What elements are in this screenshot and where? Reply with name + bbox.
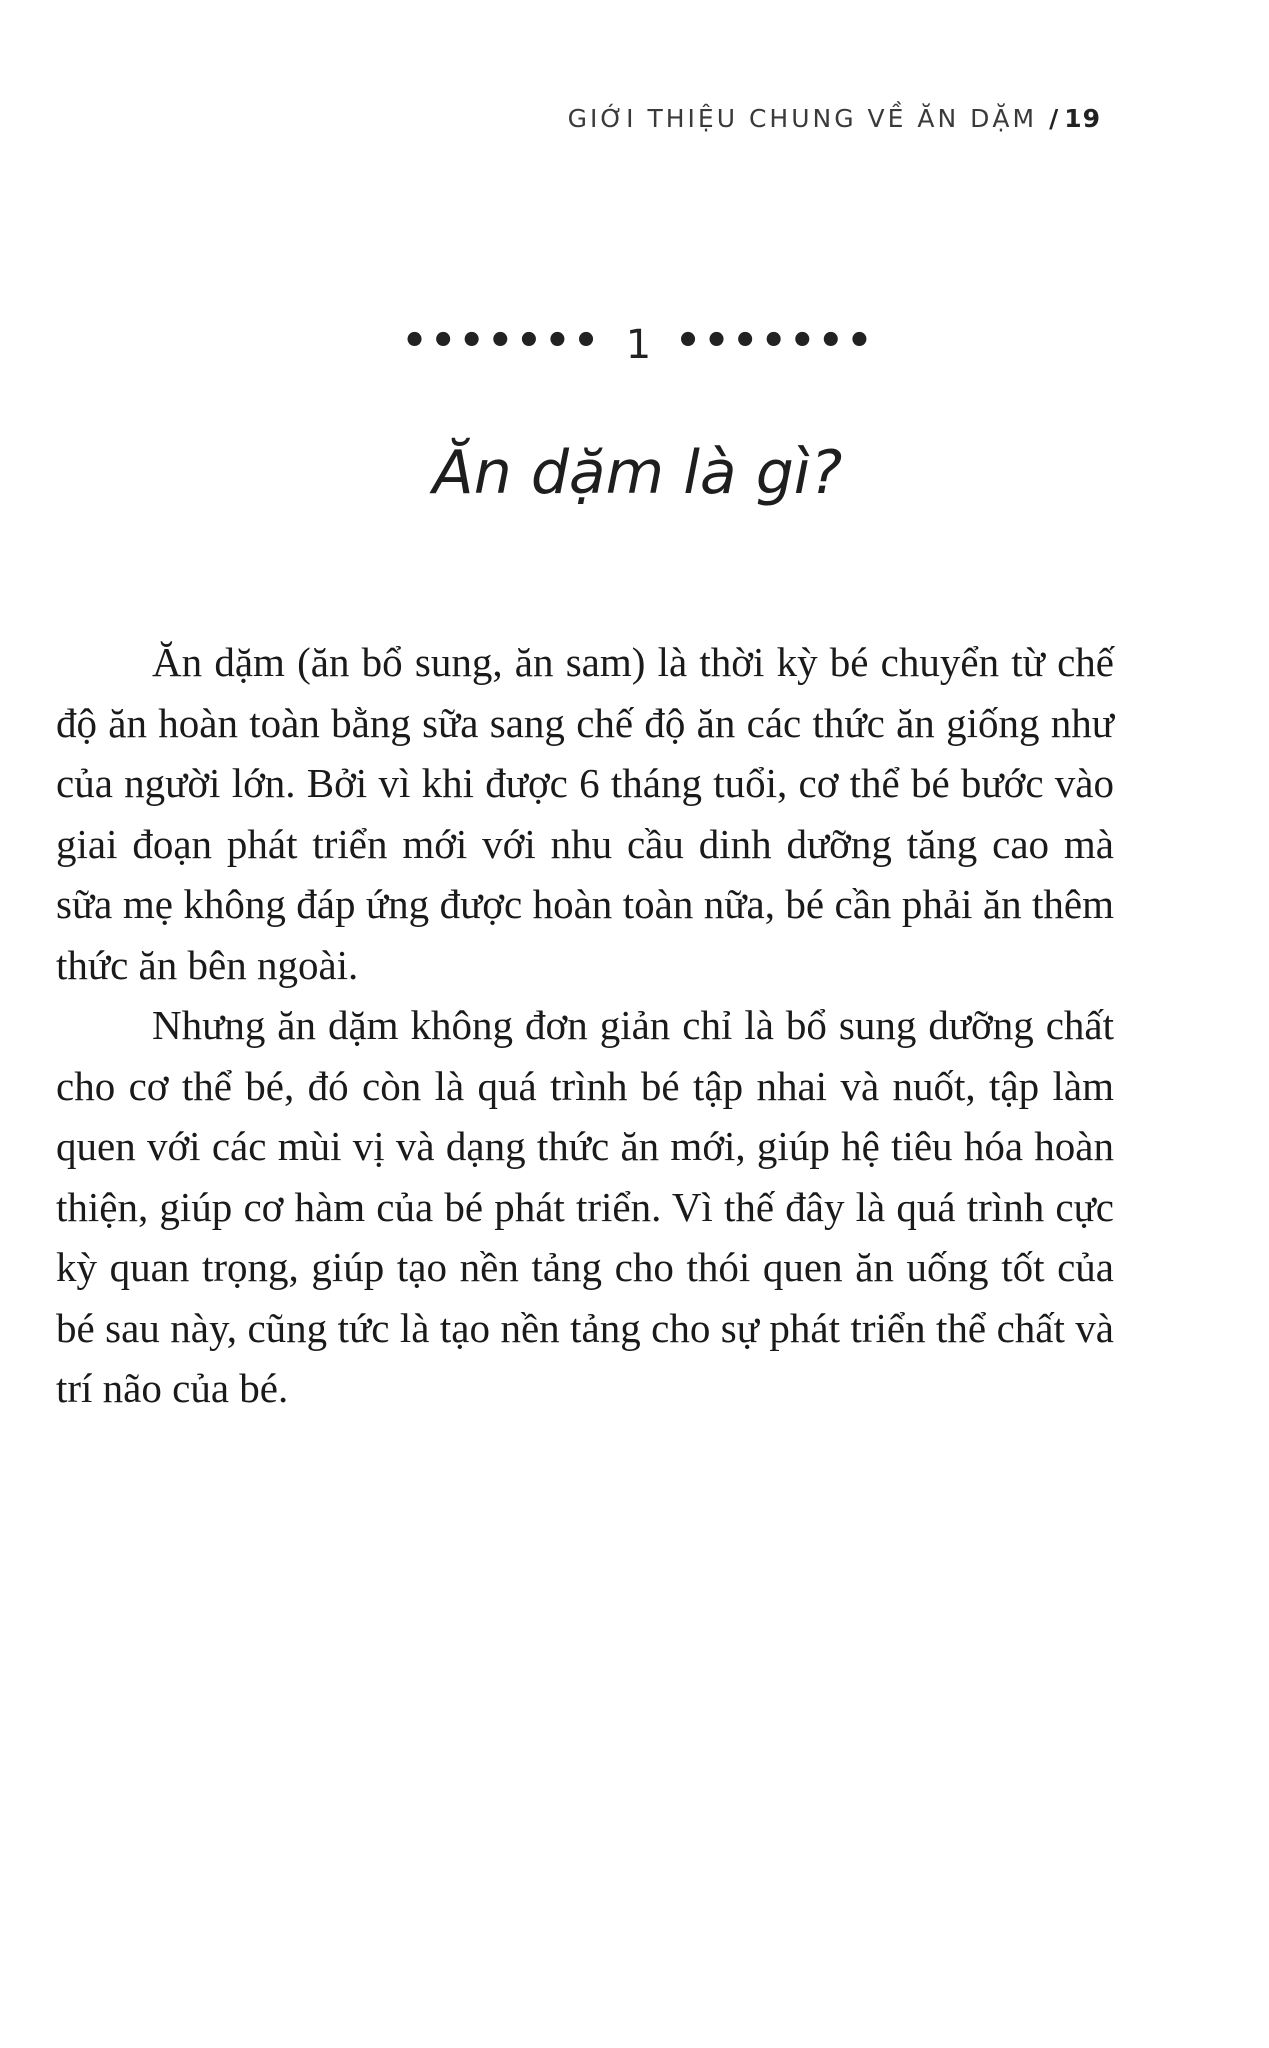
- running-title: GIỚI THIỆU CHUNG VỀ ĂN DẶM: [567, 104, 1038, 133]
- running-header: [568, 104, 1101, 133]
- header-separator: /: [1049, 104, 1059, 133]
- body-text: [56, 632, 1114, 1419]
- chapter-marker: [0, 318, 1269, 368]
- chapter-title: Ăn dặm là gì?: [432, 438, 843, 508]
- paragraph: Nhưng ăn dặm không đơn giản chỉ là bổ sung dưỡng chất cho cơ thể bé, đó còn là quá trình bé tập nhai và nuốt, tập làm quen với các mùi vị và dạng thức ăn mới, giúp hệ tiêu hóa hoàn thiện, giúp cơ hàm của bé phát triển. Vì thế đây là quá trình cực kỳ quan trọng, giúp tạo nền tảng cho thói quen ăn uống tốt của bé sau này, cũng tức là tạo nền tảng cho sự phát triển thể chất và trí não của bé.: [56, 1002, 1114, 1411]
- chapter-dots-left: •••••••: [401, 318, 602, 364]
- chapter-number: 1: [625, 322, 652, 368]
- page-number: 19: [1064, 104, 1101, 133]
- chapter-dots-right: •••••••: [675, 318, 876, 364]
- paragraph: Ăn dặm (ăn bổ sung, ăn sam) là thời kỳ bé chuyển từ chế độ ăn hoàn toàn bằng sữa sang chế độ ăn các thức ăn giống như của người lớn. Bởi vì khi được 6 tháng tuổi, cơ thể bé bước vào giai đoạn phát triển mới với nhu cầu dinh dưỡng tăng cao mà sữa mẹ không đáp ứng được hoàn toàn nữa, bé cần phải ăn thêm thức ăn bên ngoài.: [56, 639, 1114, 988]
